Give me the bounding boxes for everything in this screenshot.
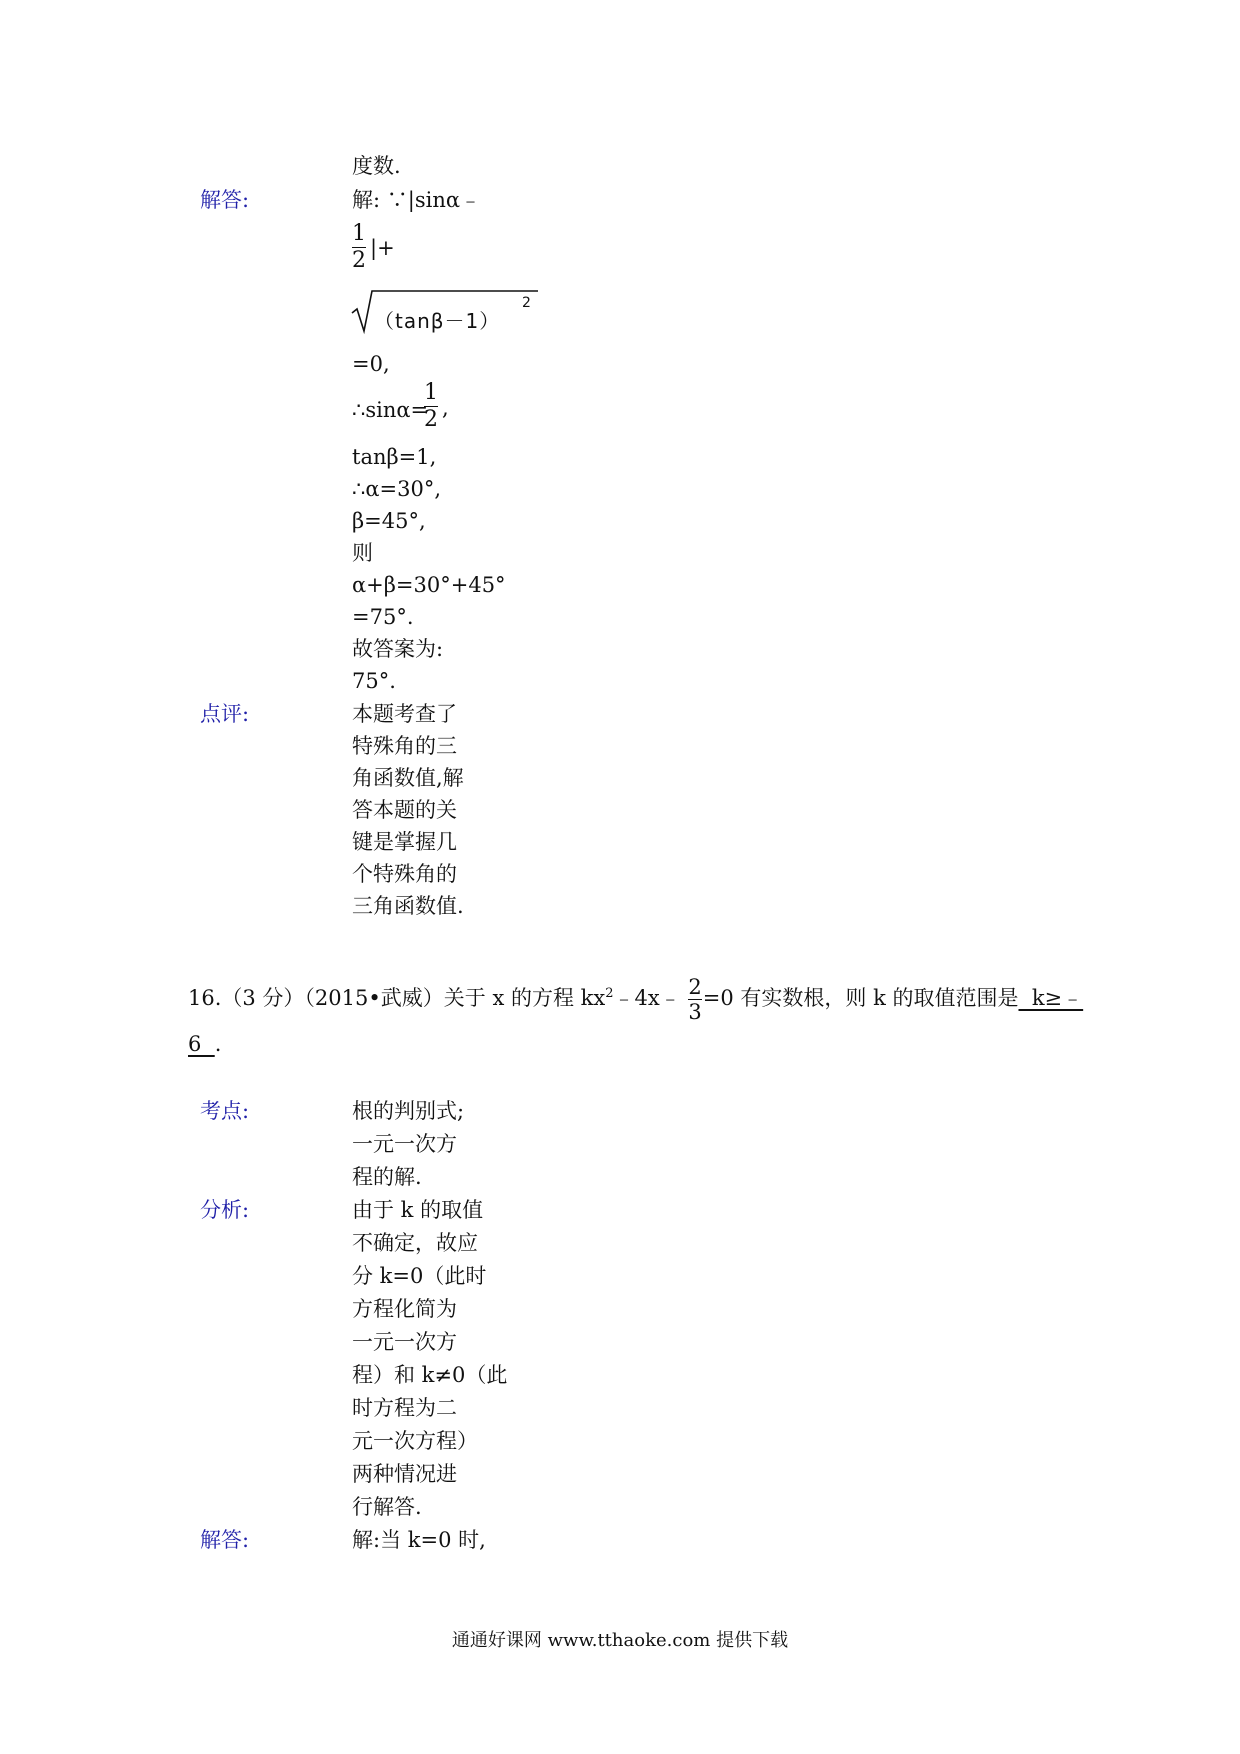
question-16-continuation [188, 1030, 221, 1058]
fenxi-line: 程）和 k≠0（此 [352, 1363, 508, 1387]
text-comma: , [442, 396, 449, 420]
sqrt-expression [350, 287, 540, 335]
fenxi-line: 两种情况进 [352, 1462, 457, 1486]
comment-line: 答本题的关 [352, 798, 457, 822]
comment-line: 个特殊角的 [352, 862, 457, 886]
question-16 [188, 976, 1083, 1023]
comment-line: 本题考查了 [352, 702, 457, 726]
footer-text: 通通好课网 www.tthaoke.com 提供下载 [451, 1630, 789, 1651]
question-16-prefix: 16.（3 分）（2015•武威）关于 x 的方程 kx [188, 986, 606, 1010]
text-gu-answer: 故答案为: [352, 637, 444, 661]
text-eq0: =0, [352, 352, 390, 376]
kaodian-line: 一元一次方 [352, 1132, 457, 1156]
comment-line: 角函数值,解 [352, 766, 464, 790]
sqrt-content: （tanβ－1） [374, 309, 501, 333]
abs-close-plus: |+ [370, 236, 395, 260]
label-comment: 点评: [200, 702, 250, 726]
fenxi-line: 分 k=0（此时 [352, 1264, 487, 1288]
text-beta: β=45°, [352, 509, 426, 533]
label-kaodian: 考点: [200, 1099, 250, 1123]
text-eq75: =75°. [352, 605, 414, 629]
text-alpha: ∴α=30°, [352, 477, 442, 501]
fenxi-line: 不确定，故应 [352, 1231, 478, 1255]
comment-line: 三角函数值. [352, 894, 464, 918]
fraction-numerator: 2 [688, 975, 702, 999]
fenxi-line: 方程化简为 [352, 1297, 457, 1321]
text-answer-75: 75°. [352, 669, 396, 693]
fenxi-line: 一元一次方 [352, 1330, 457, 1354]
text-ze: 则 [352, 541, 373, 565]
question-16-suffix: =0 有实数根，则 k 的取值范围是 [702, 986, 1019, 1010]
answer-2-line: 解:当 k=0 时, [352, 1528, 486, 1552]
kaodian-line: 根的判别式; [352, 1099, 465, 1123]
fraction-denominator: 2 [352, 248, 366, 273]
fenxi-line: 元一次方程） [352, 1429, 478, 1453]
text-sum: α+β=30°+45° [352, 573, 506, 597]
question-16-answer-cont: 6 [188, 1032, 215, 1056]
fraction-two-thirds [688, 976, 701, 1023]
fraction-one-half [352, 222, 366, 273]
fraction-denominator: 2 [424, 407, 438, 432]
text-therefore-sin: ∴sinα= [352, 398, 429, 422]
text-du-shu: 度数. [352, 154, 401, 178]
fenxi-line: 时方程为二 [352, 1396, 457, 1420]
answer-first-line: 解: ∵|sinα﹣ [352, 188, 482, 212]
question-16-mid: ﹣4x﹣ [613, 986, 681, 1010]
label-answer-2: 解答: [200, 1528, 250, 1552]
fenxi-line: 行解答. [352, 1495, 422, 1519]
text-tan-beta: tanβ=1, [352, 445, 437, 469]
comment-line: 键是掌握几 [352, 830, 457, 854]
fraction-denominator: 3 [688, 1000, 702, 1024]
question-16-answer-blank: k≥﹣ [1018, 986, 1084, 1010]
fenxi-line: 由于 k 的取值 [352, 1198, 484, 1222]
fraction-numerator: 1 [352, 221, 366, 246]
label-fenxi: 分析: [200, 1198, 250, 1222]
comment-line: 特殊角的三 [352, 734, 457, 758]
sqrt-exponent: 2 [522, 295, 531, 311]
fraction-one-half-2 [424, 381, 438, 432]
label-answer: 解答: [200, 188, 250, 212]
question-16-superscript: 2 [605, 986, 614, 1001]
fraction-numerator: 1 [424, 380, 438, 405]
kaodian-line: 程的解. [352, 1165, 422, 1189]
question-16-end: . [214, 1032, 222, 1056]
